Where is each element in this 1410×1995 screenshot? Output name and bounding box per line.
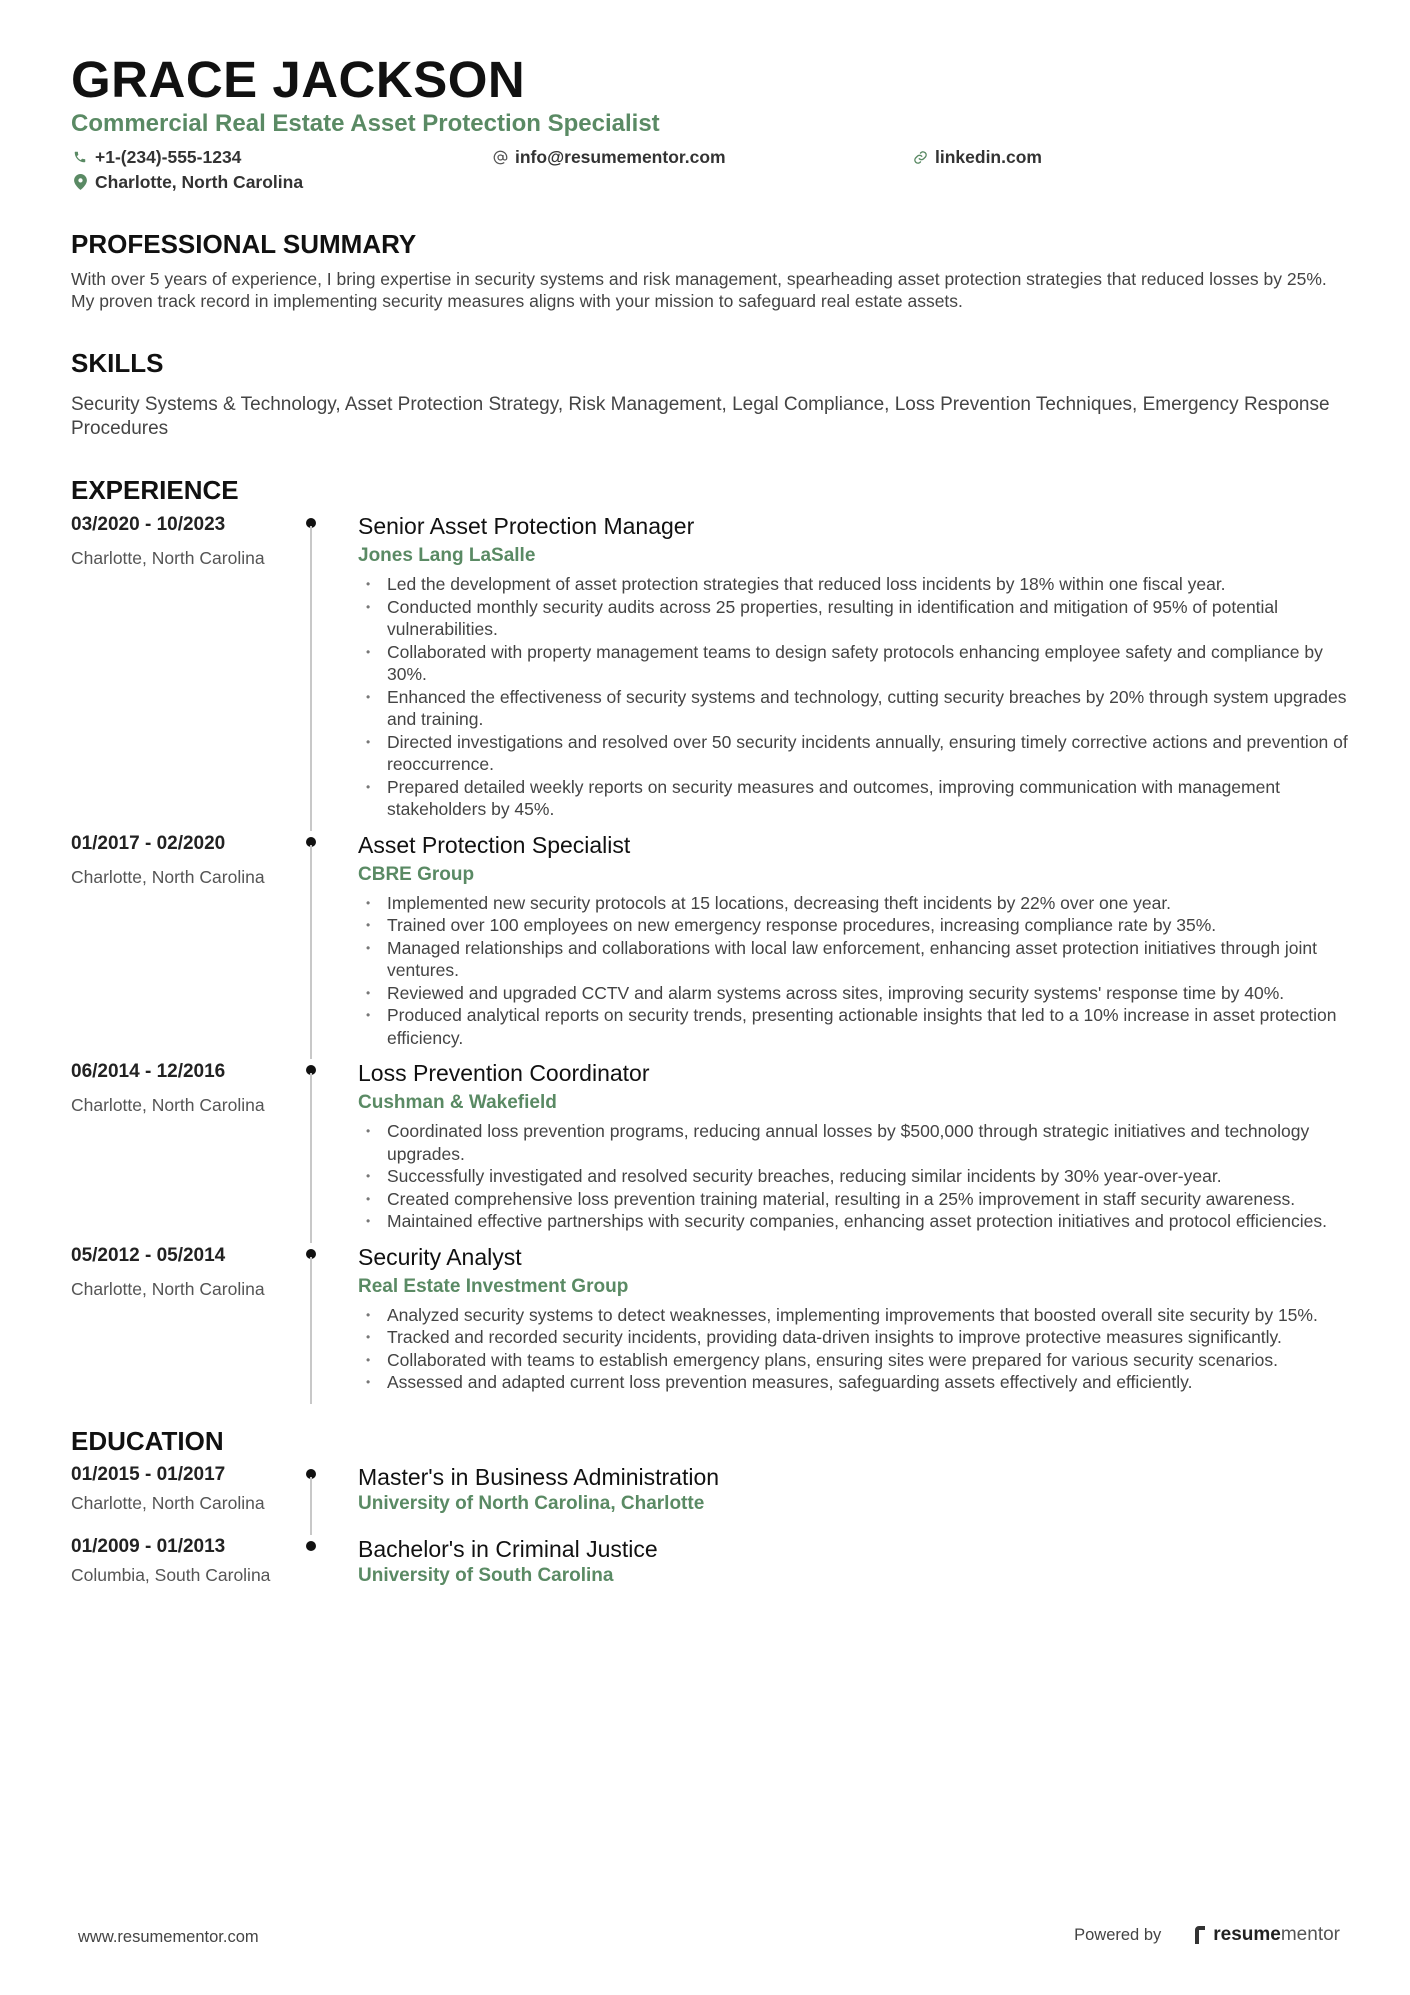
experience-bullets (358, 892, 1351, 1050)
education-school: University of South Carolina (358, 1565, 614, 1587)
bullet-item: • Prepared detailed weekly reports on security measures and outcomes, improving communication with management stakeholders by 45%. (358, 776, 1351, 821)
experience-company: Real Estate Investment Group (358, 1275, 629, 1297)
experience-bullets (358, 1304, 1351, 1394)
bullet-item: • Managed relationships and collaborations with local law enforcement, enhancing asset protection initiatives through joint ventures. (358, 937, 1351, 982)
bullet-item: • Collaborated with property management teams to design safety protocols enhancing employee safety and compliance by 30%. (358, 641, 1351, 686)
bullet-item: • Tracked and recorded security incidents, providing data-driven insights to improve protective measures significantly. (358, 1326, 1351, 1349)
link-icon (911, 148, 929, 166)
experience-location: Charlotte, North Carolina (71, 866, 265, 887)
candidate-title: Commercial Real Estate Asset Protection Specialist (71, 110, 660, 138)
bullet-item: • Reviewed and upgraded CCTV and alarm systems across sites, improving security systems' response time by 40%. (358, 982, 1351, 1005)
education-entry (71, 1463, 1351, 1535)
footer-branding (1074, 1924, 1340, 1946)
timeline-rail (305, 1243, 320, 1404)
bullet-item: • Maintained effective partnerships with security companies, enhancing asset protection initiatives and protocol efficiencies. (358, 1210, 1351, 1233)
contact-email[interactable] (491, 145, 911, 170)
experience-company: CBRE Group (358, 863, 475, 885)
experience-bullets (358, 573, 1351, 821)
experience-company: Cushman & Wakefield (358, 1092, 557, 1114)
candidate-name: GRACE JACKSON (71, 51, 526, 108)
skills-heading: SKILLS (71, 348, 164, 379)
bullet-item: • Coordinated loss prevention programs, reducing annual losses by $500,000 through strategic initiatives and technology upgrades. (358, 1120, 1351, 1165)
resume-page (71, 52, 1351, 1607)
timeline-rail (305, 831, 320, 1060)
brand-name-bold: resume (1213, 1924, 1281, 1945)
experience-entry (71, 1059, 1351, 1243)
experience-entry (71, 831, 1351, 1060)
experience-location: Charlotte, North Carolina (71, 1278, 265, 1299)
experience-location: Charlotte, North Carolina (71, 548, 265, 569)
bullet-item: • Trained over 100 employees on new emergency response procedures, increasing compliance rate by 35%. (358, 914, 1351, 937)
bullet-item: • Directed investigations and resolved over 50 security incidents annually, ensuring timely corrective actions and prevention of reoccurrence. (358, 731, 1351, 776)
timeline-line (310, 526, 312, 831)
education-location: Columbia, South Carolina (71, 1565, 271, 1586)
brand-logo[interactable] (1193, 1924, 1340, 1946)
location-pin-icon (71, 173, 89, 191)
timeline-line (310, 1477, 312, 1535)
education-degree: Bachelor's in Criminal Justice (358, 1536, 658, 1563)
timeline-dot (306, 1541, 316, 1551)
experience-dates: 05/2012 - 05/2014 (71, 1244, 226, 1266)
education-entry (71, 1535, 1351, 1607)
email-text: info@resumementor.com (515, 146, 726, 167)
skills-text: Security Systems & Technology, Asset Protection Strategy, Risk Management, Legal Compliance, Loss Prevention Techniques, Emergency Response Procedures (71, 394, 1330, 440)
experience-entry (71, 1243, 1351, 1404)
education-heading: EDUCATION (71, 1425, 224, 1456)
bullet-item: • Implemented new security protocols at 15 locations, decreasing theft incidents by 22% over one year. (358, 892, 1351, 915)
experience-dates: 01/2017 - 02/2020 (71, 832, 226, 854)
education-dates: 01/2009 - 01/2013 (71, 1536, 226, 1558)
education-section (71, 1426, 1351, 1607)
education-location: Charlotte, North Carolina (71, 1493, 265, 1514)
education-school: University of North Carolina, Charlotte (358, 1493, 705, 1515)
summary-text: With over 5 years of experience, I bring expertise in security systems and risk management, spearheading asset protection strategies that reduced losses by 25%. My proven track record in implementing security measures aligns with your mission to safeguard real estate assets. (71, 269, 1327, 312)
experience-role: Asset Protection Specialist (358, 831, 631, 858)
timeline-line (310, 845, 312, 1060)
phone-text: +1-(234)-555-1234 (95, 146, 242, 167)
education-dates: 01/2015 - 01/2017 (71, 1464, 226, 1486)
powered-by-label: Powered by (1074, 1925, 1162, 1944)
experience-company: Jones Lang LaSalle (358, 545, 536, 567)
experience-role: Security Analyst (358, 1243, 522, 1270)
contact-info (71, 145, 1351, 195)
experience-bullets (358, 1120, 1351, 1233)
experience-entry (71, 512, 1351, 831)
bullet-item: • Enhanced the effectiveness of security systems and technology, cutting security breaches by 20% through system upgrades and training. (358, 686, 1351, 731)
timeline-rail (305, 512, 320, 831)
timeline-rail (305, 1535, 320, 1607)
at-sign-icon (491, 148, 509, 166)
location-text: Charlotte, North Carolina (95, 171, 304, 192)
timeline-rail (305, 1059, 320, 1243)
contact-linkedin[interactable] (911, 145, 1331, 170)
summary-heading: PROFESSIONAL SUMMARY (71, 228, 417, 259)
brand-name-light: mentor (1280, 1924, 1340, 1945)
bullet-item: • Produced analytical reports on security trends, presenting actionable insights that led to a 10% increase in asset protection efficiency. (358, 1004, 1351, 1049)
experience-role: Loss Prevention Coordinator (358, 1060, 650, 1087)
bullet-item: • Collaborated with teams to establish emergency plans, ensuring sites were prepared for various security scenarios. (358, 1349, 1351, 1372)
timeline-rail (305, 1463, 320, 1535)
experience-location: Charlotte, North Carolina (71, 1095, 265, 1116)
footer-website[interactable]: www.resumementor.com (78, 1928, 259, 1946)
contact-location (71, 170, 491, 195)
timeline-line (310, 1257, 312, 1404)
experience-dates: 03/2020 - 10/2023 (71, 514, 226, 536)
resumementor-logo-icon (1193, 1926, 1207, 1944)
bullet-item: • Successfully investigated and resolved security breaches, reducing similar incidents by 30% year-over-year. (358, 1165, 1351, 1188)
experience-role: Senior Asset Protection Manager (358, 513, 695, 540)
bullet-item: • Analyzed security systems to detect weaknesses, implementing improvements that boosted overall site security by 15%. (358, 1304, 1351, 1327)
summary-section (71, 229, 1351, 312)
bullet-item: • Conducted monthly security audits across 25 properties, resulting in identification and mitigation of 95% of potential vulnerabilities. (358, 596, 1351, 641)
phone-icon (71, 148, 89, 166)
bullet-item: • Assessed and adapted current loss prevention measures, safeguarding assets effectively and efficiently. (358, 1371, 1351, 1394)
bullet-item: • Led the development of asset protection strategies that reduced loss incidents by 18% within one fiscal year. (358, 573, 1351, 596)
linkedin-text: linkedin.com (935, 146, 1042, 167)
experience-heading: EXPERIENCE (71, 475, 239, 506)
skills-section (71, 348, 1351, 441)
bullet-item: • Created comprehensive loss prevention training material, resulting in a 25% improvement in staff security awareness. (358, 1188, 1351, 1211)
experience-section (71, 475, 1351, 1404)
education-degree: Master's in Business Administration (358, 1464, 720, 1491)
experience-dates: 06/2014 - 12/2016 (71, 1061, 226, 1083)
timeline-line (310, 1073, 312, 1243)
contact-phone (71, 145, 491, 170)
